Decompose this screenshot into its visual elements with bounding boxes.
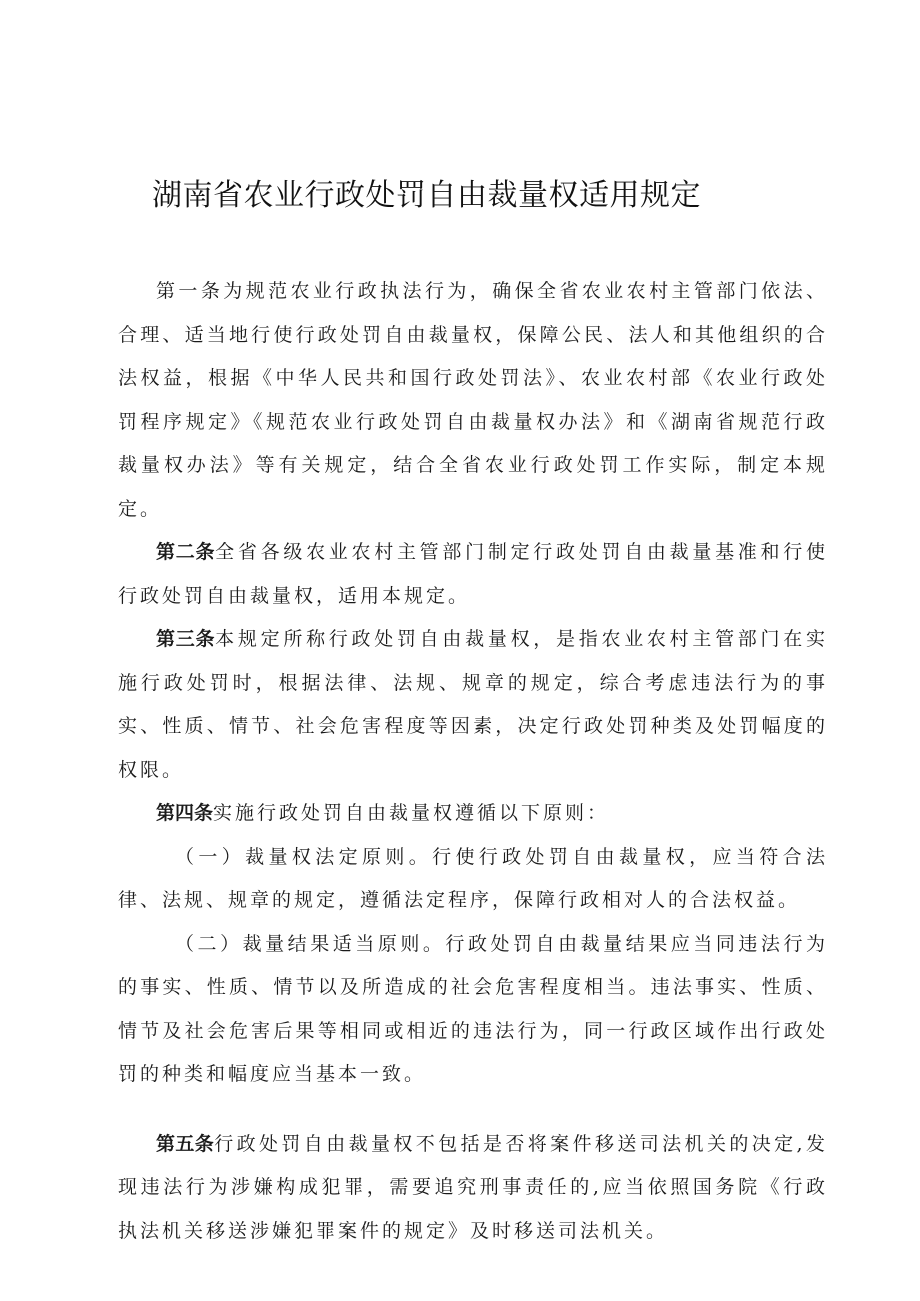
article-2-text: 全省各级农业农村主管部门制定行政处罚自由裁量基准和行使行政处罚自由裁量权，适用本规定。 [118,541,828,607]
article-1: 第一条为规范农业行政执法行为，确保全省农业农村主管部门依法、合理、适当地行使行政处罚自由裁量权，保障公民、法人和其他组织的合法权益，根据《中华人民共和国行政处罚法》、农业农村部《农业行政处罚程序规定》《规范农业行政处罚自由裁量权办法》和《湖南省规范行政裁量权办法》等有关规定，结合全省农业行政处罚工作实际，制定本规定。 [118,280,828,520]
article-5-text: 行政处罚自由裁量权不包括是否将案件移送司法机关的决定,发现违法行为涉嫌构成犯罪，需要追究刑事责任的,应当依照国务院《行政执法机关移送涉嫌犯罪案件的规定》及时移送司法机关。 [118,1132,828,1242]
article-3-label: 第三条 [156,628,216,650]
document-title: 湖南省农业行政处罚自由裁量权适用规定 [152,178,701,213]
article-4-item-1: （一）裁量权法定原则。行使行政处罚自由裁量权，应当符合法律、法规、规章的规定，遵循法定程序，保障行政相对人的合法权益。 [118,845,828,911]
article-4-item-2: （二）裁量结果适当原则。行政处罚自由裁量结果应当同违法行为的事实、性质、情节以及所造成的社会危害程度相当。违法事实、性质、情节及社会危害后果等相同或相近的违法行为，同一行政区域作出行政处罚的种类和幅度应当基本一致。 [118,932,828,1085]
article-3-text: 本规定所称行政处罚自由裁量权，是指农业农村主管部门在实施行政处罚时，根据法律、法规、规章的规定，综合考虑违法行为的事实、性质、情节、社会危害程度等因素，决定行政处罚种类及处罚幅度的权限。 [118,628,828,781]
document-body [118,270,828,1253]
article-4-text: 实施行政处罚自由裁量权遵循以下原则： [213,802,610,824]
article-2 [118,531,828,618]
article-4 [118,792,828,836]
article-4-label: 第四条 [156,802,214,824]
article-5 [118,1123,828,1254]
article-2-label: 第二条 [156,541,216,563]
article-5-label: 第五条 [156,1132,215,1155]
article-3 [118,618,828,792]
